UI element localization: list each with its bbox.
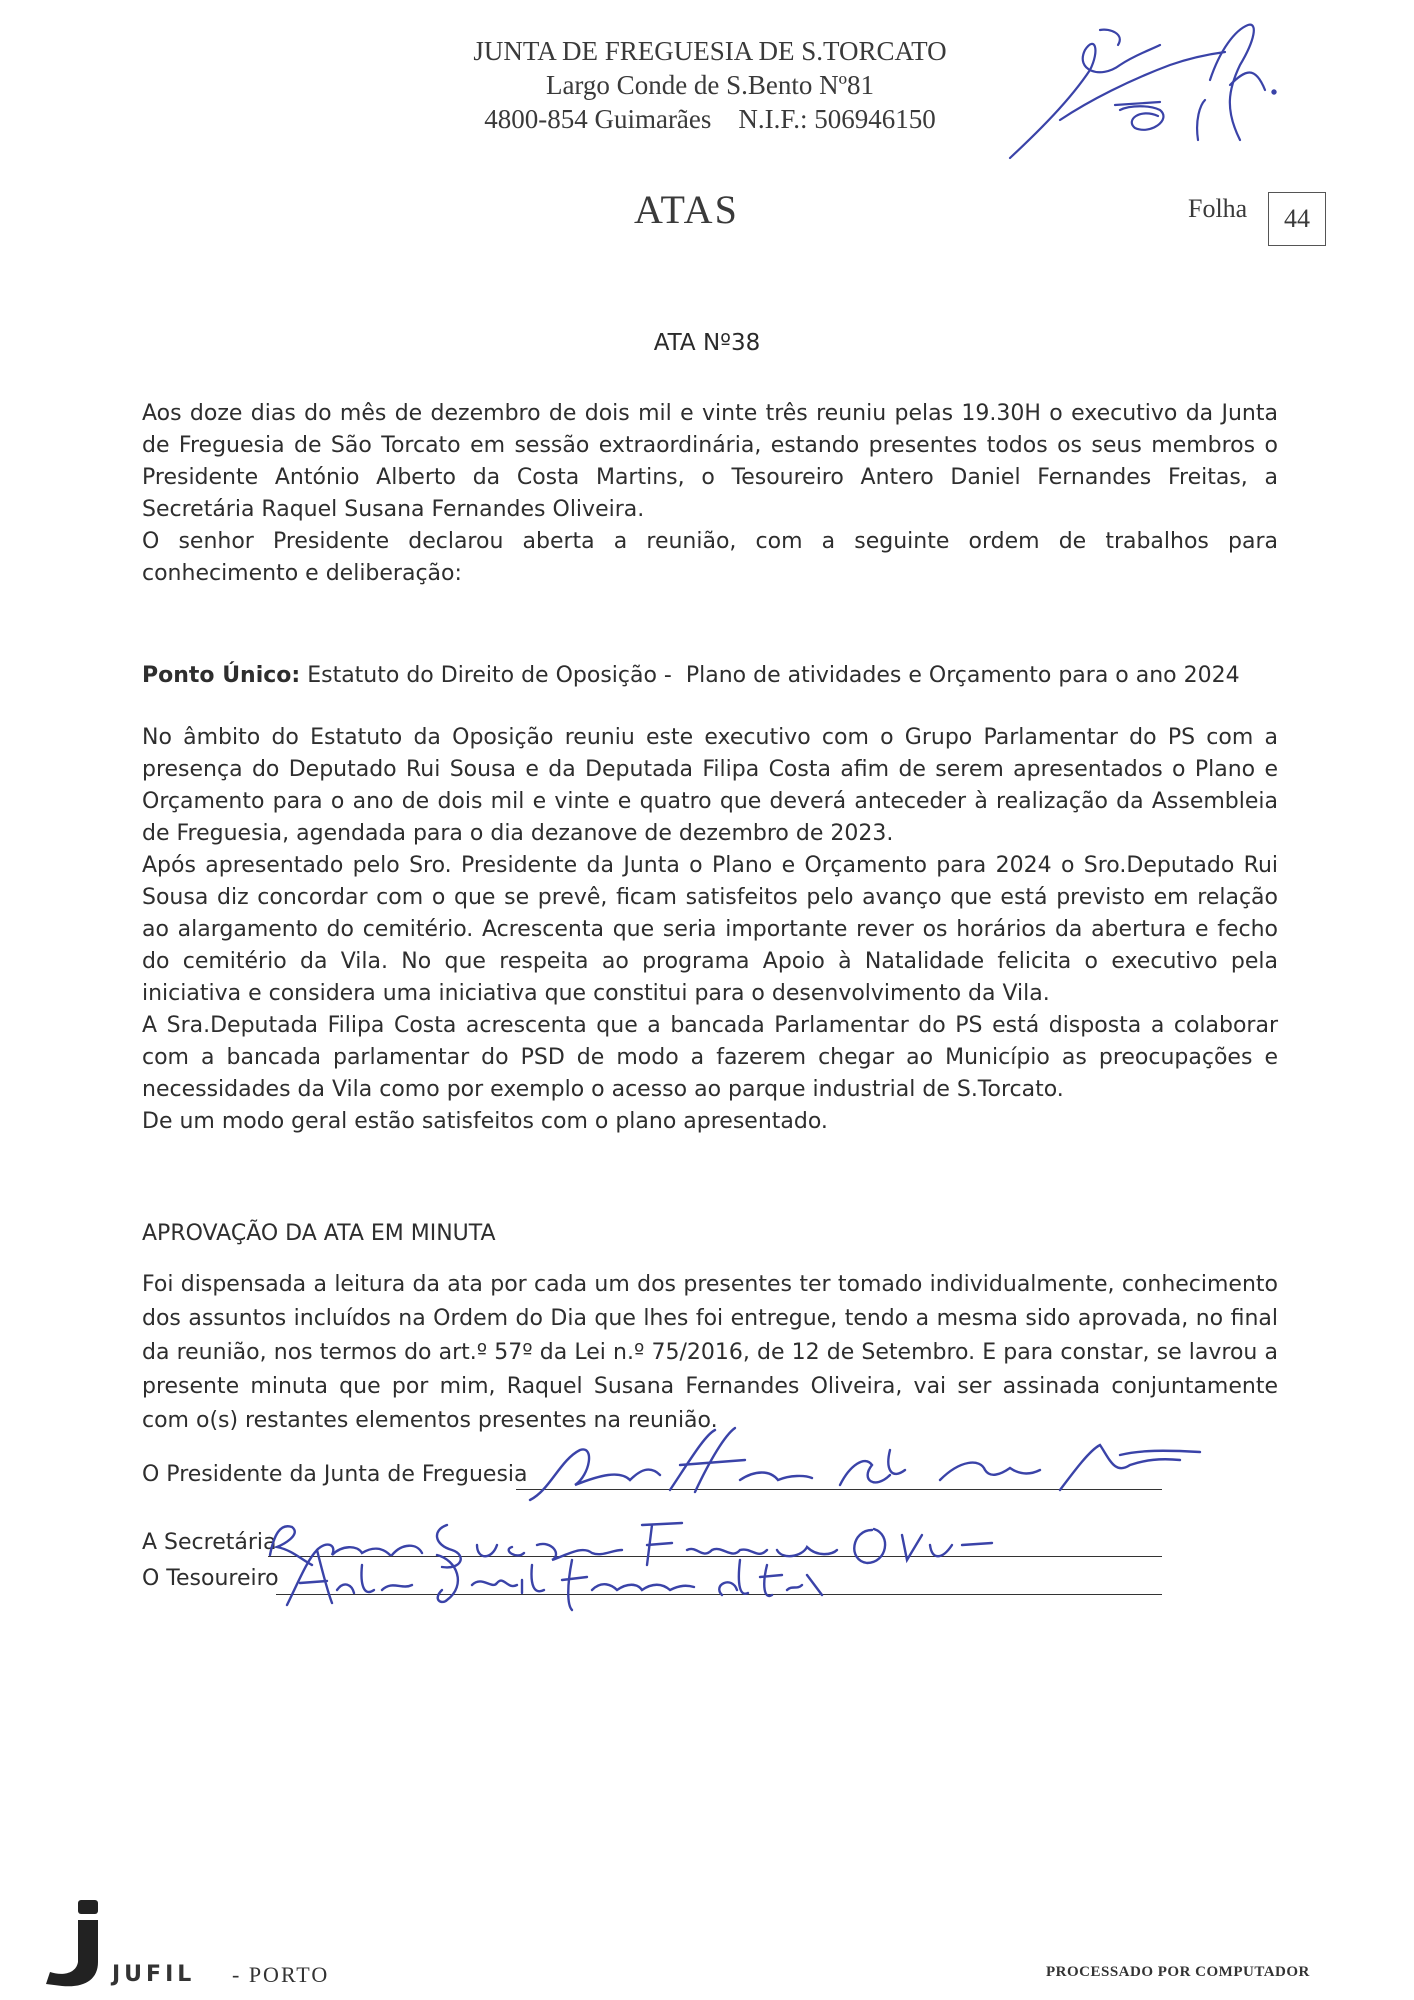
agenda-item-text: Estatuto do Direito de Oposição - Plano de atividades e Orçamento para o ano 2024 [300, 663, 1240, 688]
signature-label-secretaria: A Secretária [142, 1530, 277, 1555]
intro-section [142, 398, 1278, 590]
letterhead [390, 34, 1030, 136]
signature-presidente-icon [520, 1420, 1220, 1510]
agenda-item [142, 660, 1278, 692]
letterhead-address: Largo Conde de S.Bento Nº81 [545, 70, 875, 100]
folha-number: 44 [1268, 192, 1326, 246]
agenda-item-label: Ponto Único: [142, 663, 301, 688]
footer-city: - PORTO [232, 1962, 330, 1987]
intro-paragraph: Aos doze dias do mês de dezembro de dois mil e vinte três reuniu pelas 19.30H o executivo da Junta de Freguesia de São Torcato em sessão extraordinária, estando presentes todos os seus membros o Presidente António Alberto da Costa Martins, o Tesoureiro Antero Daniel Fernandes Freitas, a Secretária Raquel Susana Fernandes Oliveira. [142, 401, 1278, 522]
approval-heading: APROVAÇÃO DA ATA EM MINUTA [142, 1221, 496, 1246]
signature-label-tesoureiro: O Tesoureiro [142, 1566, 279, 1591]
book-title: ATAS [634, 187, 739, 232]
letterhead-city-nif: 4800-854 Guimarães N.I.F.: 506946150 [484, 104, 936, 134]
ata-title: ATA Nº38 [653, 330, 761, 356]
footer-brand: JUFIL [112, 1962, 196, 1987]
discussion-paragraph: A Sra.Deputada Filipa Costa acrescenta que a bancada Parlamentar do PS está disposta a colaborar com a bancada parlamentar do PSD de modo a fazerem chegar ao Município as preocupações e necessidades da Vila como por exemplo o acesso ao parque industrial de S.Torcato. [142, 1013, 1278, 1102]
folha-label: Folha [1188, 194, 1248, 223]
discussion-paragraph: De um modo geral estão satisfeitos com o plano apresentado. [142, 1109, 828, 1134]
signature-label-presidente: O Presidente da Junta de Freguesia [142, 1462, 528, 1487]
jufil-logo-icon [40, 1900, 110, 1990]
intro-paragraph: O senhor Presidente declarou aberta a reunião, com a seguinte ordem de trabalhos para conhecimento e deliberação: [142, 529, 1278, 586]
approval-text: Foi dispensada a leitura da ata por cada um dos presentes ter tomado individualmente, conhecimento dos assuntos incluídos na Ordem do Dia que lhes foi entregue, tendo a mesma sido aprovada, no final da reunião, nos termos do art.º 57º da Lei n.º 75/2016, de 12 de Setembro. E para constar, se lavrou a presente minuta que por mim, Raquel Susana Fernandes Oliveira, vai ser assinada conjuntamente com o(s) restantes elementos presentes na reunião. [142, 1272, 1278, 1433]
handwritten-initials-icon [1000, 10, 1300, 170]
discussion-paragraph: No âmbito do Estatuto da Oposição reuniu este executivo com o Grupo Parlamentar do PS com a presença do Deputado Rui Sousa e da Deputada Filipa Costa afim de serem apresentados o Plano e Orçamento para o ano de dois mil e vinte e quatro que deverá anteceder à realização da Assembleia de Freguesia, agendada para o dia dezanove de dezembro de 2023. [142, 725, 1278, 846]
signature-tesoureiro-icon [282, 1535, 842, 1615]
discussion-paragraph: Após apresentado pelo Sro. Presidente da Junta o Plano e Orçamento para 2024 o Sro.Deputado Rui Sousa diz concordar com o que se prevê, ficam satisfeitos pelo avanço que está previsto em relação ao alargamento do cemitério. Acrescenta que seria importante rever os horários da abertura e fecho do cemitério da Vila. No que respeita ao programa Apoio à Natalidade felicita o executivo pela iniciativa e considera uma iniciativa que constitui para o desenvolvimento da Vila. [142, 853, 1278, 1006]
letterhead-name: JUNTA DE FREGUESIA DE S.TORCATO [473, 36, 947, 66]
footer-processado: PROCESSADO POR COMPUTADOR [1046, 1964, 1310, 1980]
discussion-section [142, 722, 1278, 1138]
